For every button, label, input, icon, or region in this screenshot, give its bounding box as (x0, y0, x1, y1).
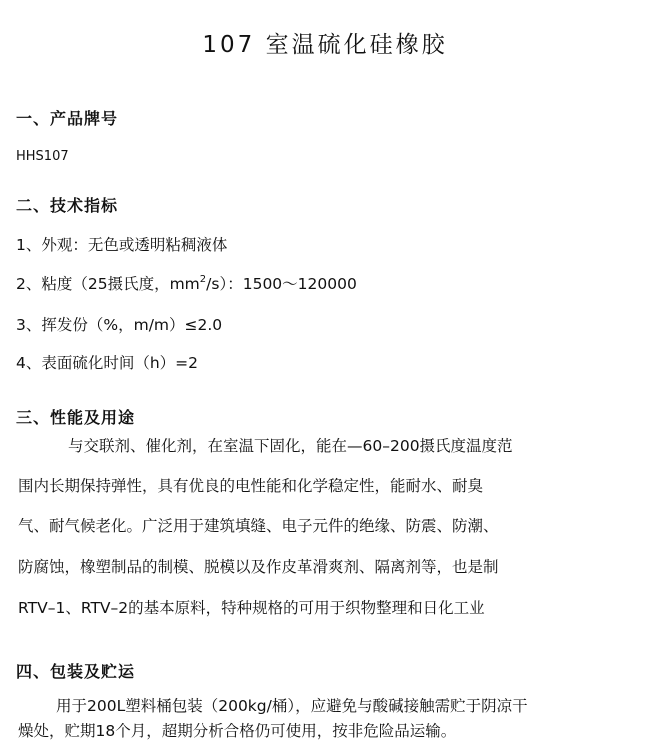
spec-item-cure-time: 4、表面硫化时间（h）=2 (16, 354, 199, 372)
usage-line: RTV–1、RTV–2的基本原料，特种规格的可用于织物整理和日化工业 (18, 599, 485, 617)
section-heading-usage: 三、性能及用途 (16, 408, 136, 427)
section-heading-packaging: 四、包装及贮运 (16, 662, 136, 681)
usage-line: 围内长期保持弹性，具有优良的电性能和化学稳定性，能耐水、耐臭 (18, 477, 484, 495)
spec-item-viscosity: 2、粘度（25摄氏度，$mm^2/s$）：1500～120000 (16, 274, 357, 293)
spec-item-appearance: 1、外观：无色或透明粘稠液体 (16, 236, 228, 254)
unit-superscript: 2 (199, 274, 207, 285)
section-heading-brand: 一、产品牌号 (16, 109, 119, 128)
spec-item-volatiles: 3、挥发份（%，m/m）≤2.0 (16, 316, 223, 334)
document-title: 107 室温硫化硅橡胶 (202, 32, 448, 58)
packaging-line: 燥处，贮期18个月，超期分析合格仍可使用，按非危险品运输。 (18, 722, 457, 740)
product-code: HHS107 (16, 149, 69, 164)
usage-line: 气、耐气候老化。广泛用于建筑填缝、电子元件的绝缘、防震、防潮、 (18, 517, 499, 535)
usage-line: 防腐蚀，橡塑制品的制模、脱模以及作皮革滑爽剂、隔离剂等，也是制 (18, 558, 499, 576)
section-heading-specs: 二、技术指标 (16, 196, 119, 215)
usage-line: 与交联剂、催化剂，在室温下固化，能在—60–200摄氏度温度范 (68, 437, 513, 455)
packaging-line: 用于200L塑料桶包装（200kg/桶），应避免与酸碱接触需贮于阴凉干 (56, 697, 528, 715)
